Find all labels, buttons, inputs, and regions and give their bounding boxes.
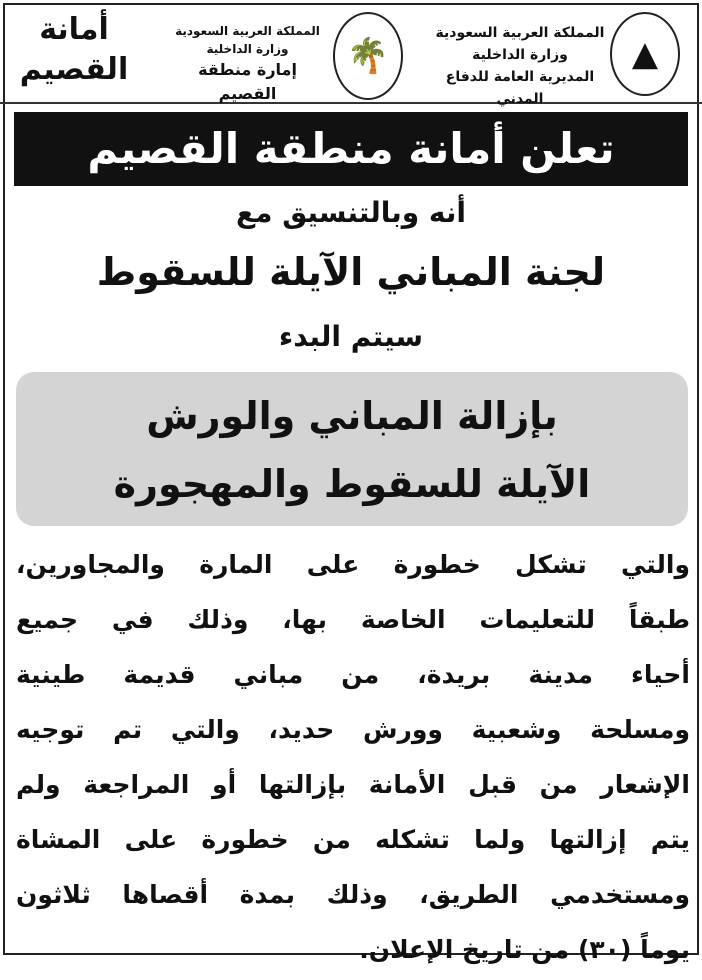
body-line: ومستخدمي الطريق، وذلك بمدة أقصاها ثلاثون <box>16 880 690 909</box>
announcement-body <box>16 540 690 980</box>
logo-text: أمانة <box>39 12 109 47</box>
body-line: ومسلحة وشعبية وورش حديد، والتي تم توجيه <box>16 715 690 744</box>
body-line: طبقاً للتعليمات الخاصة بها، وذلك في جميع <box>16 605 690 634</box>
header <box>0 0 702 107</box>
highlight-line: الآيلة للسقوط والمهجورة <box>113 462 591 506</box>
body-line: الإشعار من قبل الأمانة بإزالتها أو المراجعة ولم <box>16 770 690 799</box>
committee-title: لجنة المباني الآيلة للسقوط <box>96 250 606 294</box>
saudi-emblem-icon: 🌴 <box>333 12 403 100</box>
ministry-label: وزارة الداخلية <box>472 47 568 63</box>
body-line: يتم إزالتها ولما تشكله من خطورة على المشاة <box>16 825 690 854</box>
emirate-heading <box>170 22 325 106</box>
civil-defense-emblem-icon: ▲ <box>610 12 680 96</box>
civil-defense-heading <box>430 22 610 110</box>
body-line: والتي تشكل خطورة على المارة والمجاورين، <box>16 550 690 579</box>
kingdom-label: المملكة العربية السعودية <box>175 24 320 38</box>
highlight-line: بإزالة المباني والورش <box>146 394 558 438</box>
highlight-box <box>16 372 688 526</box>
body-line: أحياء مدينة بريدة، من مباني قديمة طينية <box>16 660 690 689</box>
kingdom-label: المملكة العربية السعودية <box>435 25 605 41</box>
announcement-banner: تعلن أمانة منطقة القصيم <box>14 112 688 186</box>
logo-text: القصيم <box>19 52 129 87</box>
body-line: يوماً (٣٠) من تاريخ الإعلان. <box>359 935 690 964</box>
intro-line: أنه وبالتنسيق مع <box>235 196 466 229</box>
ministry-label: وزارة الداخلية <box>206 42 289 56</box>
emirate-label: إمارة منطقة القصيم <box>198 60 297 103</box>
intro-line: سيتم البدء <box>278 320 424 353</box>
directorate-label: المديرية العامة للدفاع المدني <box>445 69 595 107</box>
qassim-municipality-logo <box>8 10 140 96</box>
